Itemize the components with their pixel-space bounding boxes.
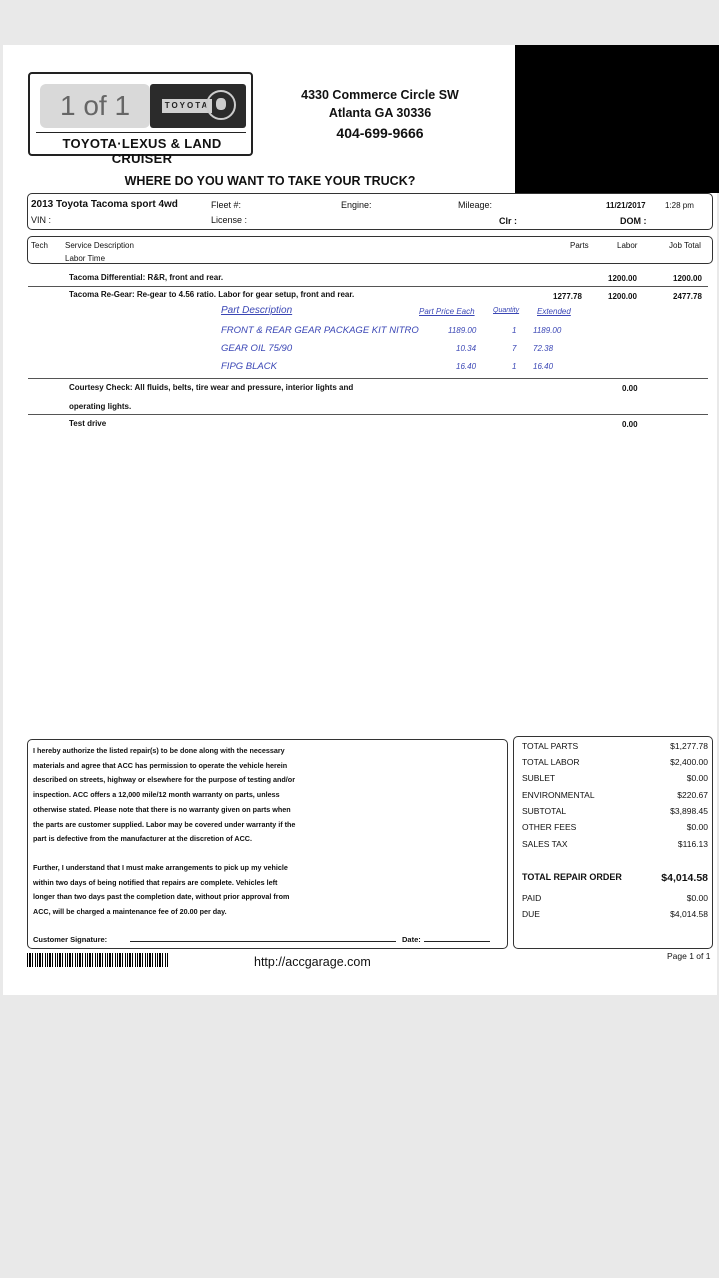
job-1-labor: 1200.00 bbox=[608, 274, 637, 283]
job-2-parts: 1277.78 bbox=[553, 292, 582, 301]
test-drive-labor: 0.00 bbox=[622, 420, 638, 429]
col-job-total: Job Total bbox=[669, 241, 701, 250]
mileage-label: Mileage: bbox=[458, 200, 493, 210]
col-tech: Tech bbox=[31, 241, 48, 250]
auth-line: part is defective from the manufacturer at the discretion of ACC. bbox=[33, 834, 252, 844]
auth-line: the parts are customer supplied. Labor may be covered under warranty if the bbox=[33, 819, 296, 829]
signature-line[interactable] bbox=[130, 941, 396, 942]
redacted-block bbox=[515, 45, 719, 193]
job-2-total: 2477.78 bbox=[673, 292, 702, 301]
policy-line: ACC, will be charged a maintenance fee of 20.00 per day. bbox=[33, 906, 227, 916]
dealer-logo bbox=[28, 72, 253, 166]
pickup-policy-text bbox=[33, 861, 289, 919]
barcode bbox=[27, 953, 169, 967]
courtesy-line2: operating lights. bbox=[69, 402, 132, 411]
policy-line: within two days of being notified that repairs are complete. Vehicles left bbox=[33, 877, 278, 887]
total-repair-order-row: TOTAL REPAIR ORDER $4,014.58 bbox=[522, 872, 708, 884]
col-service: Service Description bbox=[65, 241, 134, 250]
toyota-emblem-icon bbox=[150, 84, 246, 128]
part-3-qty: 1 bbox=[512, 362, 517, 371]
logo-tagline: TOYOTA·LEXUS & LAND CRUISER bbox=[62, 136, 222, 166]
logo-divider bbox=[36, 132, 246, 133]
environmental-row: ENVIRONMENTAL $220.67 bbox=[522, 790, 708, 800]
part-1-price: 1189.00 bbox=[448, 326, 477, 335]
engine-label: Engine: bbox=[341, 200, 372, 210]
auth-line: otherwise stated. Please note that there is no warranty given on parts when bbox=[33, 804, 291, 814]
job-1-description: Tacoma Differential: R&R, front and rear. bbox=[69, 273, 224, 282]
part-3-description: FIPG BLACK bbox=[221, 361, 277, 372]
headline: WHERE DO YOU WANT TO TAKE YOUR TRUCK? bbox=[124, 174, 416, 188]
parts-header-qty: Quantity bbox=[493, 307, 520, 314]
total-parts-row: TOTAL PARTS $1,277.78 bbox=[522, 741, 708, 751]
clr-label: Clr : bbox=[499, 216, 517, 226]
dom-label: DOM : bbox=[620, 216, 647, 226]
col-labor: Labor bbox=[617, 241, 638, 250]
fleet-label: Fleet #: bbox=[211, 200, 242, 210]
job-2-description: Tacoma Re-Gear: Re-gear to 4.56 ratio. Labor for gear setup, front and rear. bbox=[69, 290, 355, 299]
auth-line: materials and agree that ACC has permission to operate the vehicle herein bbox=[33, 760, 288, 770]
vin-label: VIN : bbox=[31, 215, 52, 225]
auth-line: described on streets, highway or elsewhere for the purpose of testing and/or bbox=[33, 775, 295, 785]
auth-line: I hereby authorize the listed repair(s) to be done along with the necessary bbox=[33, 746, 285, 755]
globe-icon bbox=[206, 90, 236, 120]
policy-line: longer than two days past the completion date, without prior approval from bbox=[33, 892, 290, 901]
auth-line: inspection. ACC offers a 12,000 mile/12 month warranty on parts, unless bbox=[33, 790, 280, 800]
page-number: Page 1 of 1 bbox=[667, 951, 711, 961]
total-labor-row: TOTAL LABOR $2,400.00 bbox=[522, 757, 708, 767]
job-2-labor: 1200.00 bbox=[608, 292, 637, 301]
invoice-date: 11/21/2017 bbox=[606, 201, 646, 210]
row-divider bbox=[28, 286, 708, 287]
part-1-description: FRONT & REAR GEAR PACKAGE KIT NITRO bbox=[221, 325, 419, 336]
address-line2: Atlanta GA 30336 bbox=[328, 106, 432, 120]
part-2-qty: 7 bbox=[512, 344, 517, 353]
part-1-qty: 1 bbox=[512, 326, 517, 335]
courtesy-labor: 0.00 bbox=[622, 384, 638, 393]
row-divider bbox=[28, 378, 708, 379]
due-row: DUE $4,014.58 bbox=[522, 909, 708, 919]
parts-header-extended: Extended bbox=[537, 307, 571, 316]
part-2-price: 10.34 bbox=[456, 344, 477, 353]
sales-tax-row: SALES TAX $116.13 bbox=[522, 839, 708, 849]
part-3-extended: 16.40 bbox=[533, 362, 554, 371]
part-2-description: GEAR OIL 75/90 bbox=[221, 343, 293, 354]
courtesy-line1: Courtesy Check: All fluids, belts, tire wear and pressure, interior lights and bbox=[69, 383, 354, 392]
website-url[interactable]: http://accgarage.com bbox=[254, 955, 371, 969]
date-line[interactable] bbox=[424, 941, 490, 942]
emblem-text: TOYOTA bbox=[162, 99, 212, 113]
parts-header-description: Part Description bbox=[221, 305, 293, 316]
logo-page-badge: 1 of 1 bbox=[40, 84, 150, 128]
part-3-price: 16.40 bbox=[456, 362, 477, 371]
paid-row: PAID $0.00 bbox=[522, 893, 708, 903]
subtotal-row: SUBTOTAL $3,898.45 bbox=[522, 806, 708, 816]
part-1-extended: 1189.00 bbox=[533, 326, 562, 335]
other-fees-row: OTHER FEES $0.00 bbox=[522, 822, 708, 832]
sublet-row: SUBLET $0.00 bbox=[522, 773, 708, 783]
license-label: License : bbox=[211, 215, 248, 225]
signature-label: Customer Signature: bbox=[33, 935, 108, 944]
job-1-total: 1200.00 bbox=[673, 274, 702, 283]
invoice-time: 1:28 pm bbox=[665, 201, 694, 210]
parts-header-price: Part Price Each bbox=[419, 307, 475, 316]
address-line1: 4330 Commerce Circle SW bbox=[301, 88, 459, 102]
authorization-text bbox=[33, 744, 295, 847]
vehicle-description: 2013 Toyota Tacoma sport 4wd bbox=[31, 199, 178, 210]
col-parts: Parts bbox=[570, 241, 589, 250]
policy-line: Further, I understand that I must make arrangements to pick up my vehicle bbox=[33, 863, 288, 872]
col-labor-time: Labor Time bbox=[65, 254, 106, 263]
part-2-extended: 72.38 bbox=[533, 344, 554, 353]
phone-number: 404-699-9666 bbox=[336, 125, 424, 141]
test-drive-description: Test drive bbox=[69, 419, 107, 428]
date-label: Date: bbox=[402, 935, 421, 944]
row-divider bbox=[28, 414, 708, 415]
